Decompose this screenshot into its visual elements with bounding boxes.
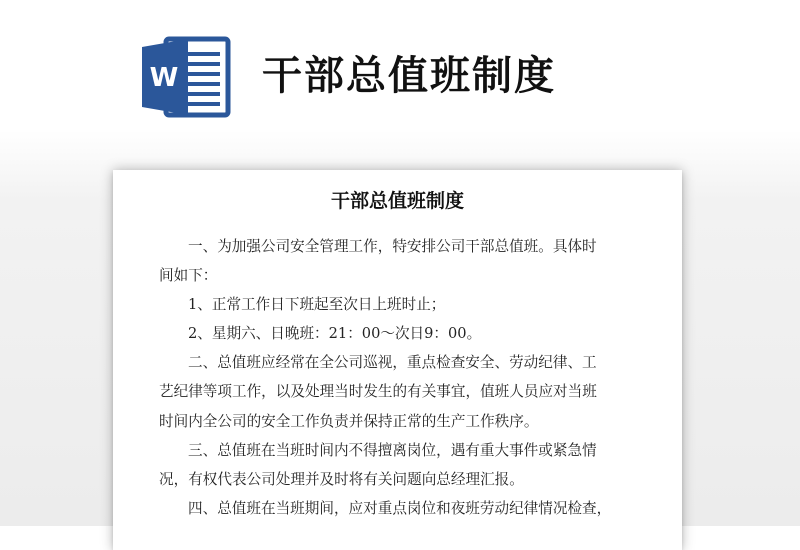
- paragraph-line: 1、正常工作日下班起至次日上班时止；: [188, 296, 446, 314]
- paragraph-line: 艺纪律等项工作，以及处理当时发生的有关事宜，值班人员应对当班: [159, 383, 597, 401]
- word-icon: [142, 36, 232, 118]
- document-page: [113, 170, 682, 550]
- document-body: [159, 232, 639, 523]
- paragraph-line: 二、总值班应经常在全公司巡视，重点检查安全、劳动纪律、工: [188, 354, 597, 372]
- paragraph-line: 2、星期六、日晚班：21：00～次日9：00。: [188, 325, 482, 343]
- paragraph-line: 况，有权代表公司处理并及时将有关问题向总经理汇报。: [159, 470, 524, 488]
- document-title: 干部总值班制度: [330, 190, 464, 212]
- paragraph-line: 一、为加强公司安全管理工作，特安排公司干部总值班。具体时: [188, 238, 597, 255]
- page-header: [0, 0, 800, 140]
- paragraph-line: 三、总值班在当班时间内不得擅离岗位，遇有重大事件或紧急情: [188, 441, 597, 459]
- page-title: 干部总值班制度: [262, 53, 556, 99]
- paragraph-line: 四、总值班在当班期间，应对重点岗位和夜班劳动纪律情况检查，: [188, 499, 612, 517]
- paragraph-line: 时间内全公司的安全工作负责并保持正常的生产工作秩序。: [159, 412, 539, 430]
- paragraph-line: 间如下：: [159, 267, 218, 285]
- word-icon-letter: W: [149, 63, 179, 93]
